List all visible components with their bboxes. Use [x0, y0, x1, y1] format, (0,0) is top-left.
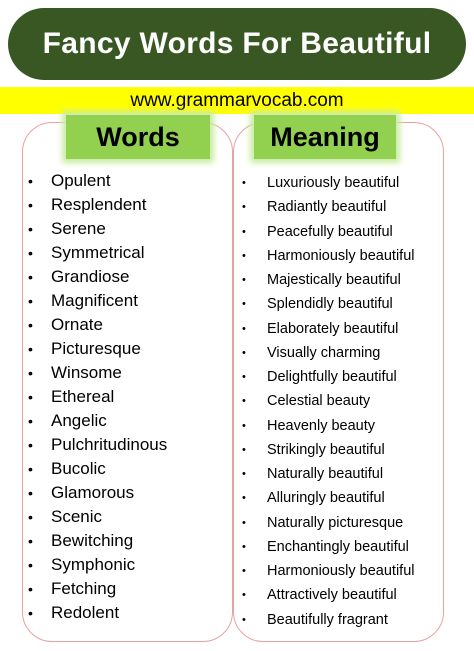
words-header-label: Words	[96, 121, 180, 152]
bullet-icon: •	[242, 274, 246, 287]
word-item	[28, 361, 167, 385]
meaning-item-text: Heavenly beauty	[267, 417, 376, 434]
meaning-item	[242, 365, 415, 389]
bullet-icon: •	[28, 221, 33, 237]
meaning-item-text: Radiantly beautiful	[267, 199, 387, 216]
bullet-icon: •	[28, 485, 33, 501]
word-item-text: Grandiose	[51, 267, 130, 286]
meaning-item-text: Splendidly beautiful	[267, 296, 393, 313]
word-item-text: Symphonic	[51, 555, 136, 574]
bullet-icon: •	[242, 468, 246, 481]
meaning-item-text: Visually charming	[267, 344, 381, 361]
meaning-item-text: Alluringly beautiful	[267, 490, 385, 507]
word-item-text: Resplendent	[51, 195, 147, 214]
meaning-item	[242, 171, 415, 195]
word-item	[28, 553, 167, 577]
meaning-item	[242, 220, 415, 244]
meaning-item-text: Beautifully fragrant	[267, 611, 388, 628]
meaning-header	[254, 115, 396, 159]
word-item	[28, 217, 167, 241]
meaning-item	[242, 462, 415, 486]
meaning-item	[242, 389, 415, 413]
words-list	[28, 169, 167, 625]
page-title: Fancy Words For Beautiful	[42, 27, 432, 60]
word-item	[28, 409, 167, 433]
word-item-text: Scenic	[51, 507, 103, 526]
meaning-item-text: Majestically beautiful	[267, 272, 401, 289]
word-item-text: Winsome	[51, 363, 122, 382]
bullet-icon: •	[28, 317, 33, 333]
title-banner	[8, 8, 466, 80]
bullet-icon: •	[28, 269, 33, 285]
meaning-item	[242, 268, 415, 292]
meaning-item-text: Delightfully beautiful	[267, 369, 397, 386]
word-item	[28, 337, 167, 361]
bullet-icon: •	[242, 589, 246, 602]
meaning-header-label: Meaning	[270, 121, 380, 152]
meaning-item	[242, 535, 415, 559]
word-item	[28, 433, 167, 457]
word-item-text: Fetching	[51, 579, 117, 598]
bullet-icon: •	[28, 197, 33, 213]
bullet-icon: •	[242, 419, 246, 432]
meaning-item	[242, 511, 415, 535]
bullet-icon: •	[28, 533, 33, 549]
bullet-icon: •	[242, 565, 246, 578]
word-item	[28, 529, 167, 553]
bullet-icon: •	[242, 540, 246, 553]
bullet-icon: •	[242, 225, 246, 238]
word-item	[28, 289, 167, 313]
meaning-item	[242, 244, 415, 268]
word-item-text: Symmetrical	[51, 243, 145, 262]
meaning-item-text: Celestial beauty	[267, 393, 371, 410]
meaning-item-text: Elaborately beautiful	[267, 320, 399, 337]
meaning-item-text: Peacefully beautiful	[267, 223, 393, 240]
bullet-icon: •	[242, 492, 246, 505]
meaning-item-text: Naturally beautiful	[267, 466, 384, 483]
meanings-list	[242, 171, 415, 632]
bullet-icon: •	[242, 322, 246, 335]
meaning-item-text: Harmoniously beautiful	[267, 247, 415, 264]
word-item	[28, 193, 167, 217]
bullet-icon: •	[242, 201, 246, 214]
bullet-icon: •	[28, 245, 33, 261]
word-item-text: Pulchritudinous	[51, 435, 168, 454]
meaning-item-text: Strikingly beautiful	[267, 441, 385, 458]
website-banner	[0, 87, 474, 114]
word-item-text: Ethereal	[51, 387, 115, 406]
meaning-item	[242, 608, 415, 632]
word-item-text: Serene	[51, 219, 106, 238]
meaning-item-text: Naturally picturesque	[267, 514, 404, 531]
bullet-icon: •	[28, 605, 33, 621]
meaning-item	[242, 414, 415, 438]
bullet-icon: •	[242, 516, 246, 529]
word-item-text: Bucolic	[51, 459, 106, 478]
word-item-text: Angelic	[51, 411, 107, 430]
word-item	[28, 601, 167, 625]
meaning-item-text: Luxuriously beautiful	[267, 175, 400, 192]
bullet-icon: •	[242, 249, 246, 262]
bullet-icon: •	[242, 613, 246, 626]
bullet-icon: •	[28, 341, 33, 357]
meaning-item-text: Attractively beautiful	[267, 587, 397, 604]
word-item-text: Redolent	[51, 603, 120, 622]
word-item	[28, 505, 167, 529]
bullet-icon: •	[28, 557, 33, 573]
word-item	[28, 457, 167, 481]
meaning-item	[242, 341, 415, 365]
word-item	[28, 481, 167, 505]
bullet-icon: •	[28, 293, 33, 309]
word-item	[28, 385, 167, 409]
word-item-text: Bewitching	[51, 531, 134, 550]
bullet-icon: •	[242, 346, 246, 359]
word-item-text: Magnificent	[51, 291, 138, 310]
bullet-icon: •	[242, 177, 246, 190]
meaning-item-text: Enchantingly beautiful	[267, 538, 409, 555]
bullet-icon: •	[28, 173, 33, 189]
meaning-item	[242, 195, 415, 219]
word-item-text: Glamorous	[51, 483, 135, 502]
word-item	[28, 169, 167, 193]
meaning-item	[242, 583, 415, 607]
meaning-item	[242, 486, 415, 510]
meaning-item	[242, 559, 415, 583]
bullet-icon: •	[28, 509, 33, 525]
bullet-icon: •	[242, 298, 246, 311]
meaning-item	[242, 317, 415, 341]
word-item	[28, 313, 167, 337]
bullet-icon: •	[242, 371, 246, 384]
bullet-icon: •	[28, 461, 33, 477]
meaning-item-text: Harmoniously beautiful	[267, 563, 415, 580]
meaning-item	[242, 292, 415, 316]
bullet-icon: •	[28, 413, 33, 429]
word-item	[28, 577, 167, 601]
bullet-icon: •	[28, 581, 33, 597]
bullet-icon: •	[242, 395, 246, 408]
meaning-item	[242, 438, 415, 462]
bullet-icon: •	[28, 437, 33, 453]
bullet-icon: •	[242, 443, 246, 456]
bullet-icon: •	[28, 389, 33, 405]
word-item-text: Opulent	[51, 171, 111, 190]
word-item-text: Ornate	[51, 315, 103, 334]
word-item	[28, 241, 167, 265]
word-item	[28, 265, 167, 289]
website-url: www.grammarvocab.com	[130, 89, 344, 111]
words-header	[66, 115, 210, 159]
bullet-icon: •	[28, 365, 33, 381]
word-item-text: Picturesque	[51, 339, 141, 358]
